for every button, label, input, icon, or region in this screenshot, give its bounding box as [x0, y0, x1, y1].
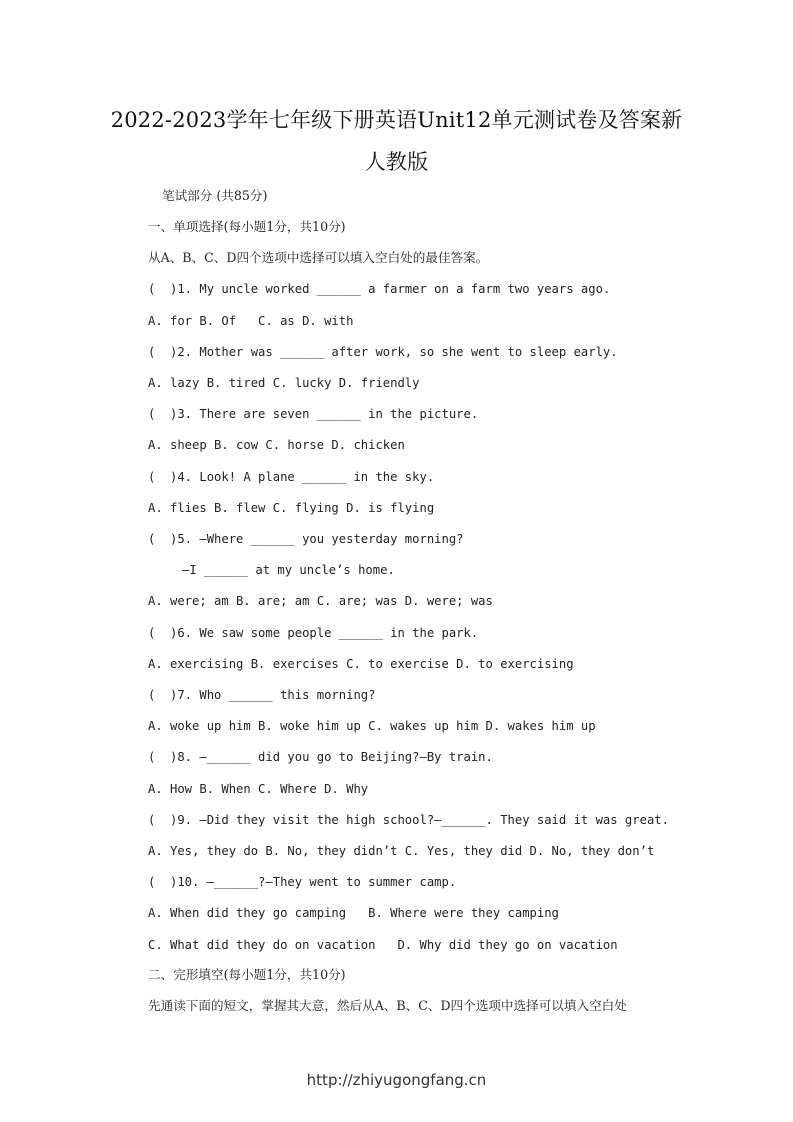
- question-1: ( )1. My uncle worked ______ a farmer on a farm two years ago.: [148, 282, 611, 296]
- question-8: ( )8. —______ did you go to Beijing?—By train.: [148, 750, 493, 764]
- question-6-options: A. exercising B. exercises C. to exercise D. to exercising: [148, 657, 574, 671]
- question-4-options: A. flies B. flew C. flying D. is flying: [148, 501, 435, 515]
- part1-instruction: 从A、B、C、D四个选项中选择可以填入空白处的最佳答案。: [148, 250, 489, 265]
- question-3-options: A. sheep B. cow C. horse D. chicken: [148, 438, 405, 452]
- document-title-line2: 人教版: [364, 150, 429, 174]
- question-7-options: A. woke up him B. woke him up C. wakes up him D. wakes him up: [148, 719, 596, 733]
- question-3: ( )3. There are seven ______ in the picture.: [148, 407, 479, 421]
- question-9-options: A. Yes, they do B. No, they didn’t C. Yes, they did D. No, they don’t: [148, 844, 655, 858]
- question-2-options: A. lazy B. tired C. lucky D. friendly: [148, 376, 420, 390]
- question-10-options-a: A. When did they go camping B. Where were they camping: [148, 906, 559, 920]
- question-5: ( )5. —Where ______ you yesterday morning?: [148, 532, 464, 546]
- question-9: ( )9. —Did they visit the high school?—______. They said it was great.: [148, 813, 669, 827]
- document-title-line1: 2022-2023学年七年级下册英语Unit12单元测试卷及答案新: [110, 108, 683, 132]
- question-4: ( )4. Look! A plane ______ in the sky.: [148, 470, 435, 484]
- part2-instruction: 先通读下面的短文，掌握其大意，然后从A、B、C、D四个选项中选择可以填入空白处: [148, 998, 627, 1013]
- question-8-options: A. How B. When C. Where D. Why: [148, 782, 369, 796]
- question-6: ( )6. We saw some people ______ in the park.: [148, 626, 479, 640]
- section-written-label: 笔试部分 (共85分): [162, 188, 268, 203]
- question-10: ( )10. —______?—They went to summer camp.: [148, 875, 457, 889]
- question-1-options: A. for B. Of C. as D. with: [148, 314, 354, 328]
- question-7: ( )7. Who ______ this morning?: [148, 688, 376, 702]
- question-2: ( )2. Mother was ______ after work, so she went to sleep early.: [148, 345, 618, 359]
- question-10-options-b: C. What did they do on vacation D. Why did they go on vacation: [148, 938, 618, 952]
- part1-heading: 一、单项选择(每小题1分，共10分): [148, 219, 346, 234]
- question-5-options: A. were; am B. are; am C. are; was D. were; was: [148, 594, 493, 608]
- part2-heading: 二、完形填空(每小题1分，共10分): [148, 967, 346, 982]
- footer-url: http://zhiyugongfang.cn: [306, 1071, 487, 1089]
- question-5-reply: —I ______ at my uncle’s home.: [182, 563, 395, 577]
